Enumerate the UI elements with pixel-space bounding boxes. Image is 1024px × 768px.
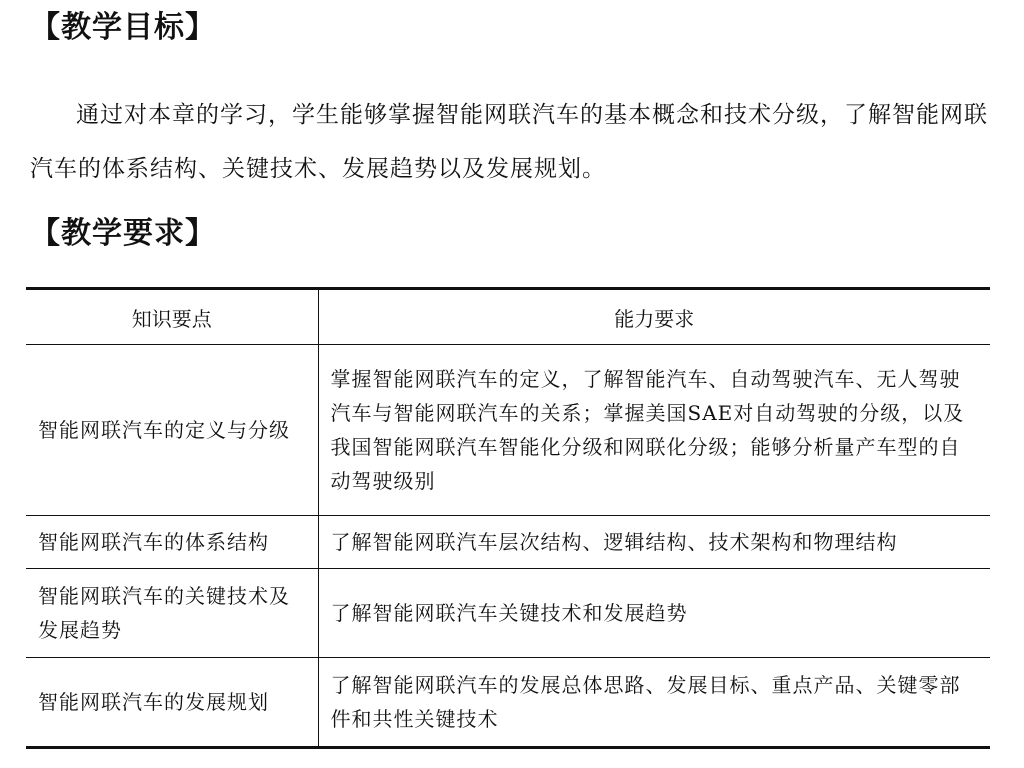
knowledge-cell: 智能网联汽车的关键技术及发展趋势 (26, 569, 318, 658)
requirements-table (26, 287, 990, 749)
table-row (26, 516, 990, 569)
requirements-heading: 【教学要求】 (30, 216, 216, 251)
table-row (26, 569, 990, 658)
knowledge-cell: 智能网联汽车的体系结构 (26, 516, 318, 569)
ability-cell: 了解智能网联汽车层次结构、逻辑结构、技术架构和物理结构 (318, 516, 990, 569)
objectives-paragraph: 通过对本章的学习，学生能够掌握智能网联汽车的基本概念和技术分级，了解智能网联汽车的体系结构、关键技术、发展趋势以及发展规划。 (30, 102, 988, 182)
table-header-row (26, 289, 990, 345)
table-row (26, 345, 990, 516)
table-row (26, 658, 990, 748)
ability-cell: 了解智能网联汽车的发展总体思路、发展目标、重点产品、关键零部件和共性关键技术 (318, 658, 990, 748)
column-header-ability: 能力要求 (318, 289, 990, 345)
knowledge-cell: 智能网联汽车的发展规划 (26, 658, 318, 748)
ability-cell: 了解智能网联汽车关键技术和发展趋势 (318, 569, 990, 658)
knowledge-cell: 智能网联汽车的定义与分级 (26, 345, 318, 516)
column-header-knowledge: 知识要点 (26, 289, 318, 345)
ability-cell: 掌握智能网联汽车的定义，了解智能汽车、自动驾驶汽车、无人驾驶汽车与智能网联汽车的关系；掌握美国SAE对自动驾驶的分级，以及我国智能网联汽车智能化分级和网联化分级；能够分析量产车型的自动驾驶级别 (318, 345, 990, 516)
objectives-heading: 【教学目标】 (30, 10, 216, 45)
